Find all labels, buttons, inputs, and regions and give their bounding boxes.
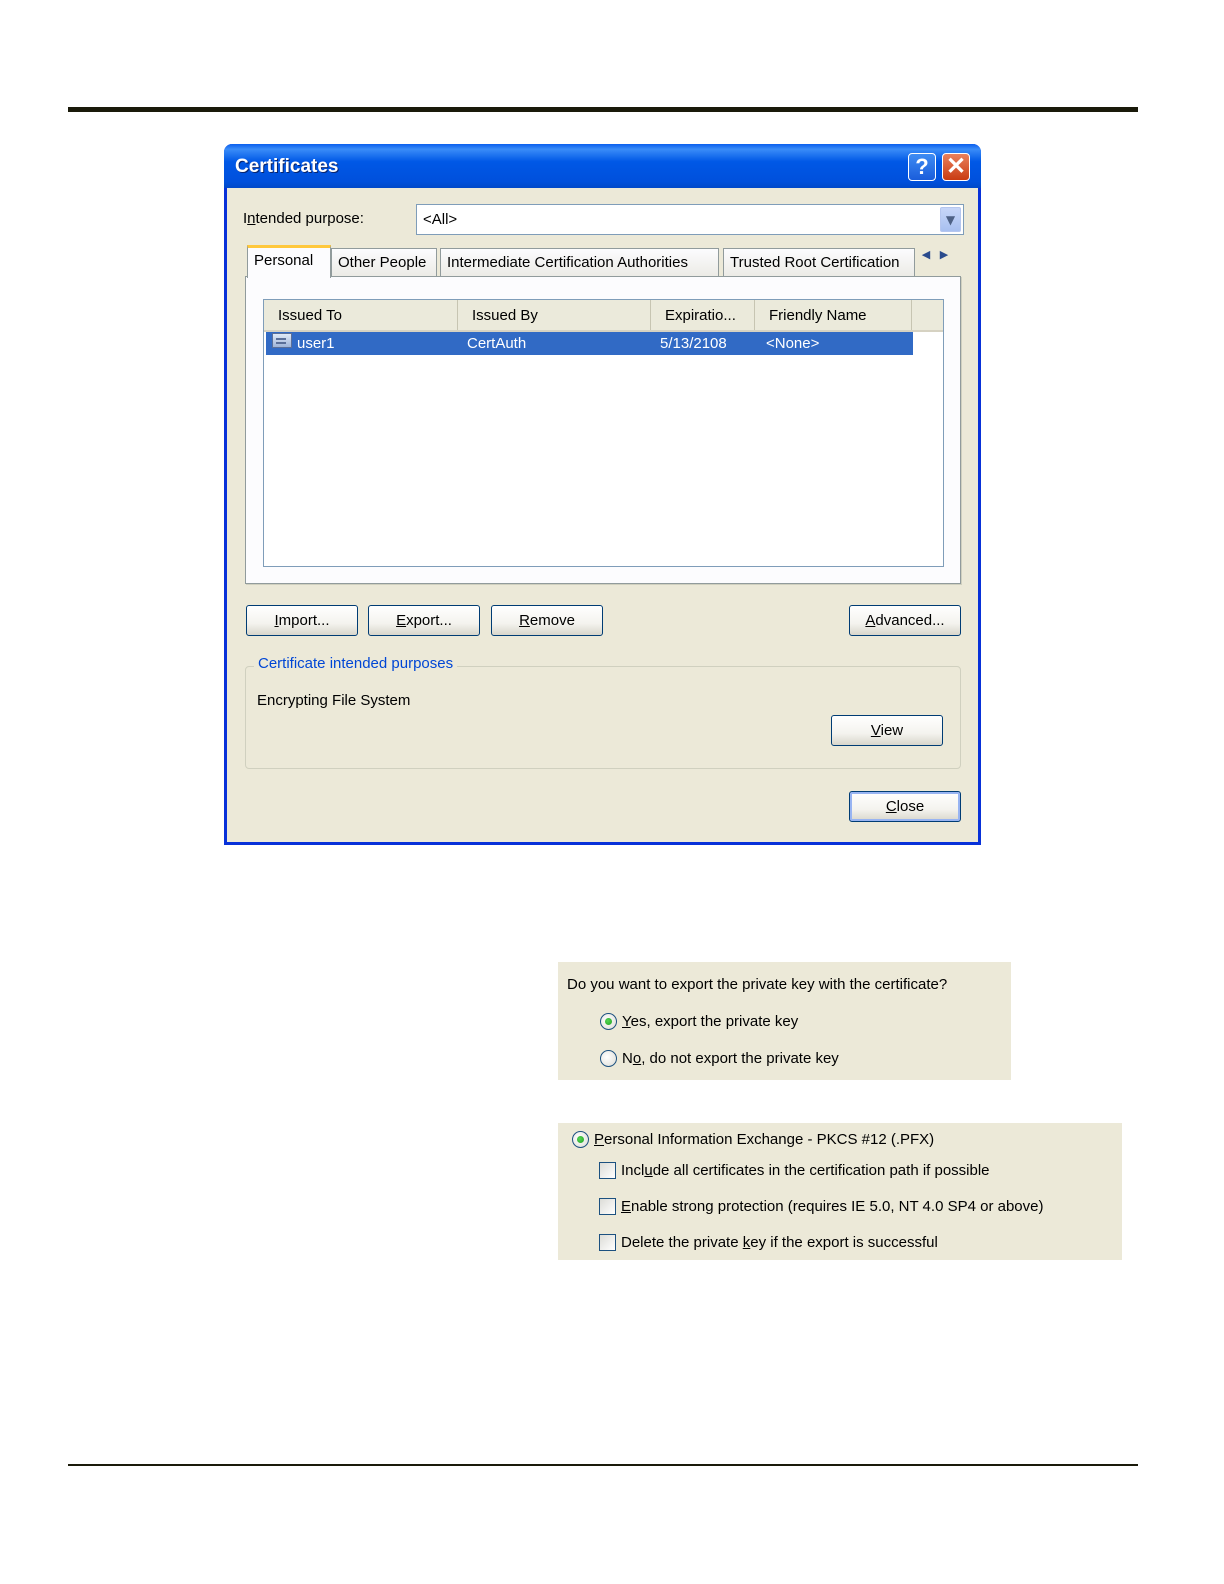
intended-purpose-label: Intended purpose: <box>243 210 364 227</box>
export-format-panel <box>558 1123 1122 1260</box>
tab-trusted-root[interactable]: Trusted Root Certification <box>723 248 915 276</box>
certificates-dialog <box>224 144 981 845</box>
radio-no-export[interactable] <box>600 1050 617 1067</box>
checkbox-delete-key[interactable] <box>599 1234 616 1251</box>
tab-scroll-buttons <box>917 248 959 270</box>
list-header <box>264 300 943 332</box>
cell-issued-to: user1 <box>297 335 335 352</box>
close-button[interactable]: Close <box>849 791 961 822</box>
radio-pfx-label[interactable]: Personal Information Exchange - PKCS #12 (.PFX) <box>594 1131 935 1148</box>
radio-yes-export[interactable] <box>600 1013 617 1030</box>
purposes-group-title: Certificate intended purposes <box>254 655 457 672</box>
checkbox-include-all-label[interactable]: Include all certificates in the certification path if possible <box>621 1162 990 1179</box>
chevron-left-icon[interactable]: ◀ <box>921 248 931 261</box>
chevron-right-icon[interactable]: ▶ <box>939 248 949 261</box>
footer-rule <box>68 1464 1138 1466</box>
table-row[interactable] <box>266 332 913 355</box>
checkbox-include-all[interactable] <box>599 1162 616 1179</box>
cell-expiration: 5/13/2108 <box>660 335 727 352</box>
checkbox-strong-protection[interactable] <box>599 1198 616 1215</box>
remove-button[interactable]: Remove <box>491 605 603 636</box>
export-button[interactable]: Export... <box>368 605 480 636</box>
certificate-icon <box>272 333 292 348</box>
header-rule <box>68 107 1138 112</box>
checkbox-strong-protection-label[interactable]: Enable strong protection (requires IE 5.0, NT 4.0 SP4 or above) <box>621 1198 1044 1215</box>
intended-purpose-select[interactable] <box>416 204 964 235</box>
radio-pfx[interactable] <box>572 1131 589 1148</box>
tab-panel-personal <box>245 276 961 584</box>
radio-yes-label[interactable]: Yes, export the private key <box>622 1013 799 1030</box>
column-issued-by[interactable]: Issued By <box>458 300 651 330</box>
checkbox-delete-key-label[interactable]: Delete the private key if the export is successful <box>621 1234 938 1251</box>
tab-other-people[interactable]: Other People <box>331 248 437 276</box>
export-private-key-panel <box>558 962 1011 1080</box>
column-expiration[interactable]: Expiratio... <box>651 300 755 330</box>
view-button[interactable]: View <box>831 715 943 746</box>
import-button[interactable]: Import... <box>246 605 358 636</box>
cell-friendly-name: <None> <box>766 335 820 352</box>
export-question: Do you want to export the private key with the certificate? <box>567 976 948 993</box>
cell-issued-by: CertAuth <box>467 335 527 352</box>
tab-personal[interactable]: Personal <box>247 245 331 278</box>
chevron-down-icon[interactable]: ▼ <box>940 207 961 232</box>
column-issued-to[interactable]: Issued To <box>264 300 458 330</box>
certificate-list[interactable] <box>263 299 944 567</box>
help-icon[interactable]: ? <box>908 153 936 181</box>
tab-intermediate-ca[interactable]: Intermediate Certification Authorities <box>440 248 719 276</box>
column-friendly-name[interactable]: Friendly Name <box>755 300 912 330</box>
close-icon[interactable]: ✕ <box>942 153 970 181</box>
title-bar[interactable] <box>224 144 981 188</box>
dialog-title: Certificates <box>235 156 339 177</box>
advanced-button[interactable]: Advanced... <box>849 605 961 636</box>
purposes-value: Encrypting File System <box>257 692 411 709</box>
intended-purpose-value: <All> <box>423 211 458 228</box>
radio-no-label[interactable]: No, do not export the private key <box>622 1050 839 1067</box>
purposes-groupbox <box>245 655 961 769</box>
